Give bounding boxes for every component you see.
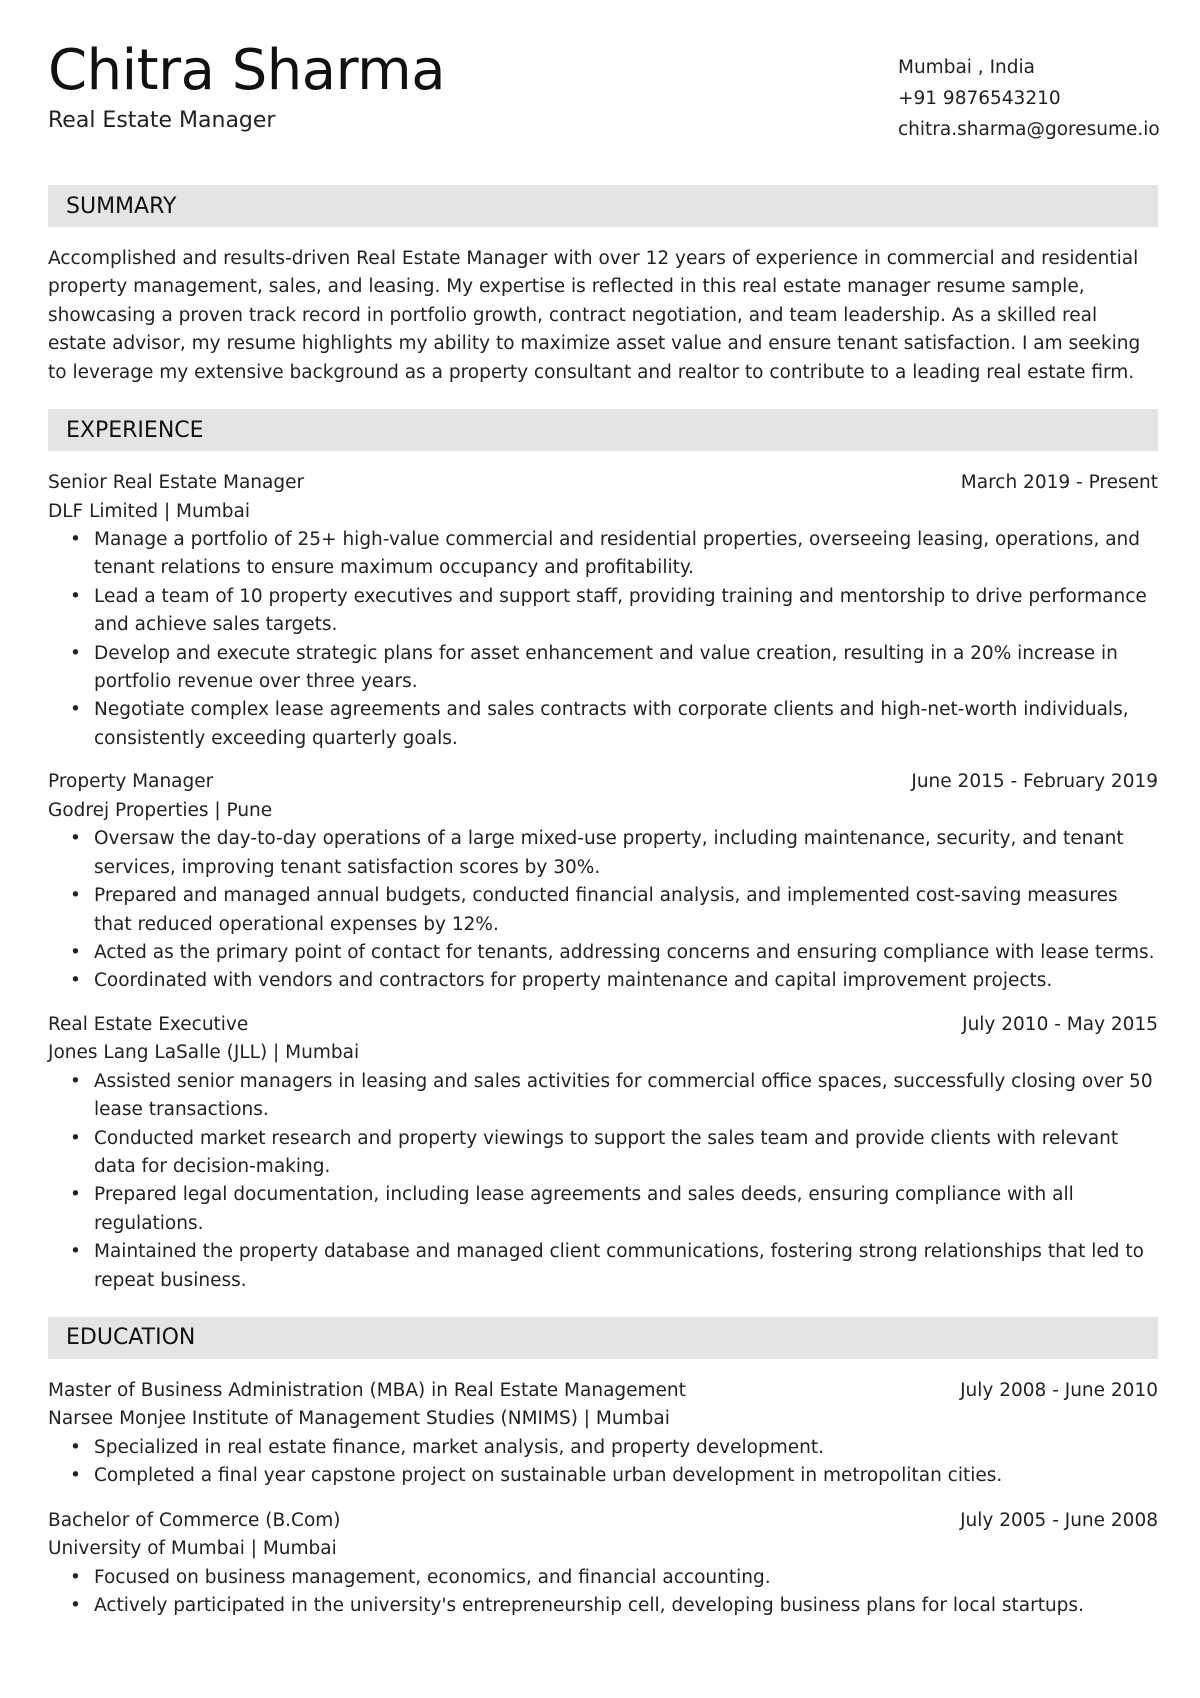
contact-location: Mumbai , India: [898, 57, 1035, 78]
job-title: Property Manager: [48, 771, 214, 793]
degree-bullets: [48, 1434, 1158, 1491]
education-entry: [48, 1377, 1158, 1491]
experience-section-header: [48, 409, 1158, 451]
degree-institution: Narsee Monjee Institute of Management Studies (NMIMS) | Mumbai: [48, 1408, 670, 1430]
degree-title: Bachelor of Commerce (B.Com): [48, 1509, 341, 1531]
list-item: • Acted as the primary point of contact for tenants, addressing concerns and ensuring compliance with lease terms.: [48, 939, 1158, 967]
job-entry: [48, 768, 1158, 995]
job-org: Godrej Properties | Pune: [48, 799, 273, 821]
list-item: • Negotiate complex lease agreements and sales contracts with corporate clients and high-net-worth individuals, consistently exceeding quarterly goals.: [48, 696, 1158, 753]
contact-email: chitra.sharma@goresume.io: [898, 119, 1160, 140]
education-entry: [48, 1507, 1158, 1621]
list-item: • Manage a portfolio of 25+ high-value commercial and residential properties, overseeing leasing, operations, and tenant relations to ensure maximum occupancy and profitability.: [48, 526, 1158, 583]
summary-text: Accomplished and results-driven Real Estate Manager with over 12 years of experience in commercial and residential property management, sales, and leasing. My expertise is reflected in this real estate manager resume sample, showcasing a proven track record in portfolio growth, contract negotiation, and team leadership. As a skilled real estate advisor, my resume highlights my ability to maximize asset value and ensure tenant satisfaction. I am seeking to leverage my extensive background as a property consultant and realtor to contribute to a leading real estate firm.: [48, 248, 1141, 383]
degree-title: Master of Business Administration (MBA) in Real Estate Management: [48, 1379, 686, 1401]
list-item: • Develop and execute strategic plans for asset enhancement and value creation, resulting in a 20% increase in portfolio revenue over three years.: [48, 640, 1158, 697]
job-title: Senior Real Estate Manager: [48, 472, 305, 494]
candidate-name: Chitra Sharma: [48, 38, 446, 103]
list-item: • Specialized in real estate finance, market analysis, and property development.: [48, 1434, 1158, 1462]
job-title-row: [48, 1011, 1158, 1040]
job-dates: June 2015 - February 2019: [911, 771, 1158, 793]
job-org: DLF Limited | Mumbai: [48, 500, 250, 522]
job-dates: March 2019 - Present: [960, 472, 1158, 494]
degree-bullets: [48, 1564, 1158, 1621]
education-section-header: [48, 1317, 1158, 1359]
contact-phone: +91 9876543210: [898, 88, 1061, 109]
degree-title-row: [48, 1507, 1158, 1536]
resume-header: [48, 40, 1158, 160]
list-item: • Completed a final year capstone project on sustainable urban development in metropolitan cities.: [48, 1462, 1158, 1490]
list-item: • Oversaw the day-to-day operations of a large mixed-use property, including maintenance, security, and tenant services, improving tenant satisfaction scores by 30%.: [48, 825, 1158, 882]
summary-section-header: [48, 185, 1158, 227]
experience-heading: EXPERIENCE: [66, 417, 204, 443]
list-item: • Prepared and managed annual budgets, conducted financial analysis, and implemented cost-saving measures that reduced operational expenses by 12%.: [48, 882, 1158, 939]
list-item: • Focused on business management, economics, and financial accounting.: [48, 1564, 1158, 1592]
education-heading: EDUCATION: [66, 1325, 196, 1351]
job-org: Jones Lang LaSalle (JLL) | Mumbai: [48, 1042, 360, 1064]
job-title: Real Estate Executive: [48, 1013, 249, 1035]
job-bullets: [48, 1068, 1158, 1295]
degree-title-row: [48, 1377, 1158, 1406]
job-title-row: [48, 768, 1158, 797]
list-item: • Coordinated with vendors and contractors for property maintenance and capital improvement projects.: [48, 967, 1158, 995]
summary-heading: SUMMARY: [66, 193, 177, 219]
job-bullets: [48, 526, 1158, 753]
list-item: • Prepared legal documentation, including lease agreements and sales deeds, ensuring compliance with all regulations.: [48, 1181, 1158, 1238]
job-title-row: [48, 469, 1158, 498]
resume-page: [48, 40, 1158, 1621]
list-item: • Lead a team of 10 property executives and support staff, providing training and mentorship to drive performance and achieve sales targets.: [48, 583, 1158, 640]
list-item: • Actively participated in the university's entrepreneurship cell, developing business plans for local startups.: [48, 1592, 1158, 1620]
list-item: • Assisted senior managers in leasing and sales activities for commercial office spaces, successfully closing over 50 lease transactions.: [48, 1068, 1158, 1125]
degree-dates: July 2005 - June 2008: [960, 1509, 1158, 1531]
candidate-role: Real Estate Manager: [48, 107, 276, 133]
list-item: • Maintained the property database and managed client communications, fostering strong relationships that led to repeat business.: [48, 1238, 1158, 1295]
degree-dates: July 2008 - June 2010: [960, 1379, 1158, 1401]
job-entry: [48, 469, 1158, 753]
job-bullets: [48, 825, 1158, 995]
job-entry: [48, 1011, 1158, 1295]
contact-info: [898, 52, 1158, 145]
degree-institution: University of Mumbai | Mumbai: [48, 1538, 337, 1560]
job-dates: July 2010 - May 2015: [962, 1013, 1158, 1035]
list-item: • Conducted market research and property viewings to support the sales team and provide clients with relevant data for decision-making.: [48, 1125, 1158, 1182]
